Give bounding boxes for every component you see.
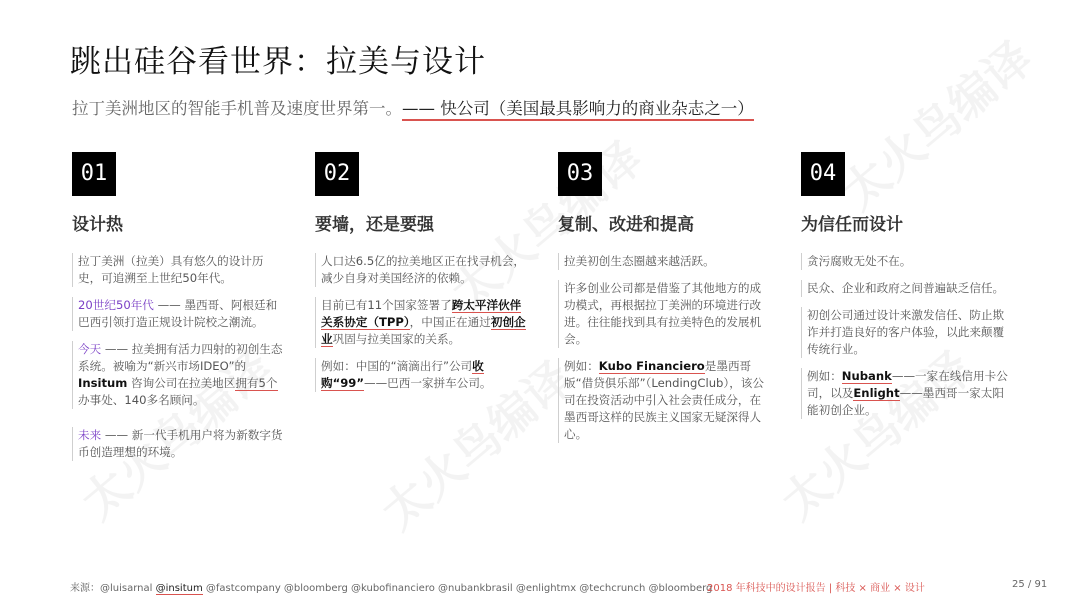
source-highlight: @insitum	[155, 583, 203, 594]
paragraph: 未来 —— 新一代手机用户将为新数字货币创造理想的环境。	[72, 427, 284, 461]
era-label: 20世纪50年代	[78, 298, 154, 312]
era-label: 今天	[78, 342, 102, 356]
page-title: 跳出硅谷看世界：拉美与设计	[70, 44, 486, 80]
paragraph: 例如：中国的“滴滴出行”公司收购“99”——巴西一家拼车公司。	[315, 358, 527, 392]
section-number: 01	[72, 152, 116, 196]
subtitle	[72, 95, 754, 119]
subtitle-text: 拉丁美洲地区的智能手机普及速度世界第一。	[72, 99, 402, 118]
section-heading: 为信任而设计	[801, 215, 903, 235]
subtitle-source: —— 快公司（美国最具影响力的商业杂志之一）	[402, 99, 754, 121]
paragraph: 拉美初创生态圈越来越活跃。	[558, 253, 770, 270]
section-number: 03	[558, 152, 602, 196]
paragraph: 目前已有11个国家签署了跨太平洋伙伴关系协定（TPP），中国正在通过初创企业巩固与拉美国家的关系。	[315, 297, 527, 348]
source-footer: 来源：@luisarnal @insitum @fastcompany @bloomberg @kubofinanciero @nubankbrasil @enlightmx @techcrunch @bloomberg	[70, 583, 713, 594]
paragraph: 人口达6.5亿的拉美地区正在找寻机会，减少自身对美国经济的依赖。	[315, 253, 527, 287]
column-04	[801, 152, 1013, 419]
paragraph: 今天 —— 拉美拥有活力四射的初创生态系统。被喻为“新兴市场IDEO”的 Insitum 咨询公司在拉美地区拥有5个办事处、140多名顾问。	[72, 341, 284, 409]
paragraph: 许多创业公司都是借鉴了其他地方的成功模式，再根据拉丁美洲的环境进行改进。往往能找到具有拉美特色的发展机会。	[558, 280, 770, 348]
paragraph: 民众、企业和政府之间普遍缺乏信任。	[801, 280, 1013, 297]
section-heading: 设计热	[72, 215, 123, 235]
paragraph: 20世纪50年代 —— 墨西哥、阿根廷和巴西引领打造正规设计院校之潮流。	[72, 297, 284, 331]
source-label: 来源：	[70, 583, 100, 594]
section-number: 02	[315, 152, 359, 196]
paragraph: 拉丁美洲（拉美）具有悠久的设计历史，可追溯至上世纪50年代。	[72, 253, 284, 287]
column-02	[315, 152, 527, 392]
paragraph: 贪污腐败无处不在。	[801, 253, 1013, 270]
section-number: 04	[801, 152, 845, 196]
era-label: 未来	[78, 428, 102, 442]
section-heading: 复制、改进和提高	[558, 215, 694, 235]
page-number: 25 / 91	[1012, 579, 1048, 590]
column-03	[558, 152, 770, 443]
paragraph: 例如：Nubank——一家在线信用卡公司，以及Enlight——墨西哥一家太阳能初创企业。	[801, 368, 1013, 419]
column-01	[72, 152, 284, 461]
paragraph: 初创公司通过设计来激发信任、防止欺诈并打造良好的客户体验，以此来颠覆传统行业。	[801, 307, 1013, 358]
section-heading: 要墙，还是要强	[315, 215, 434, 235]
paragraph: 例如：Kubo Financiero是墨西哥版“借贷俱乐部”（LendingClub），该公司在投资活动中引入社会责任成分，在墨西哥这样的民族主义国家无疑深得人心。	[558, 358, 770, 443]
report-title: 2018 年科技中的设计报告 | 科技 × 商业 × 设计	[707, 583, 925, 594]
